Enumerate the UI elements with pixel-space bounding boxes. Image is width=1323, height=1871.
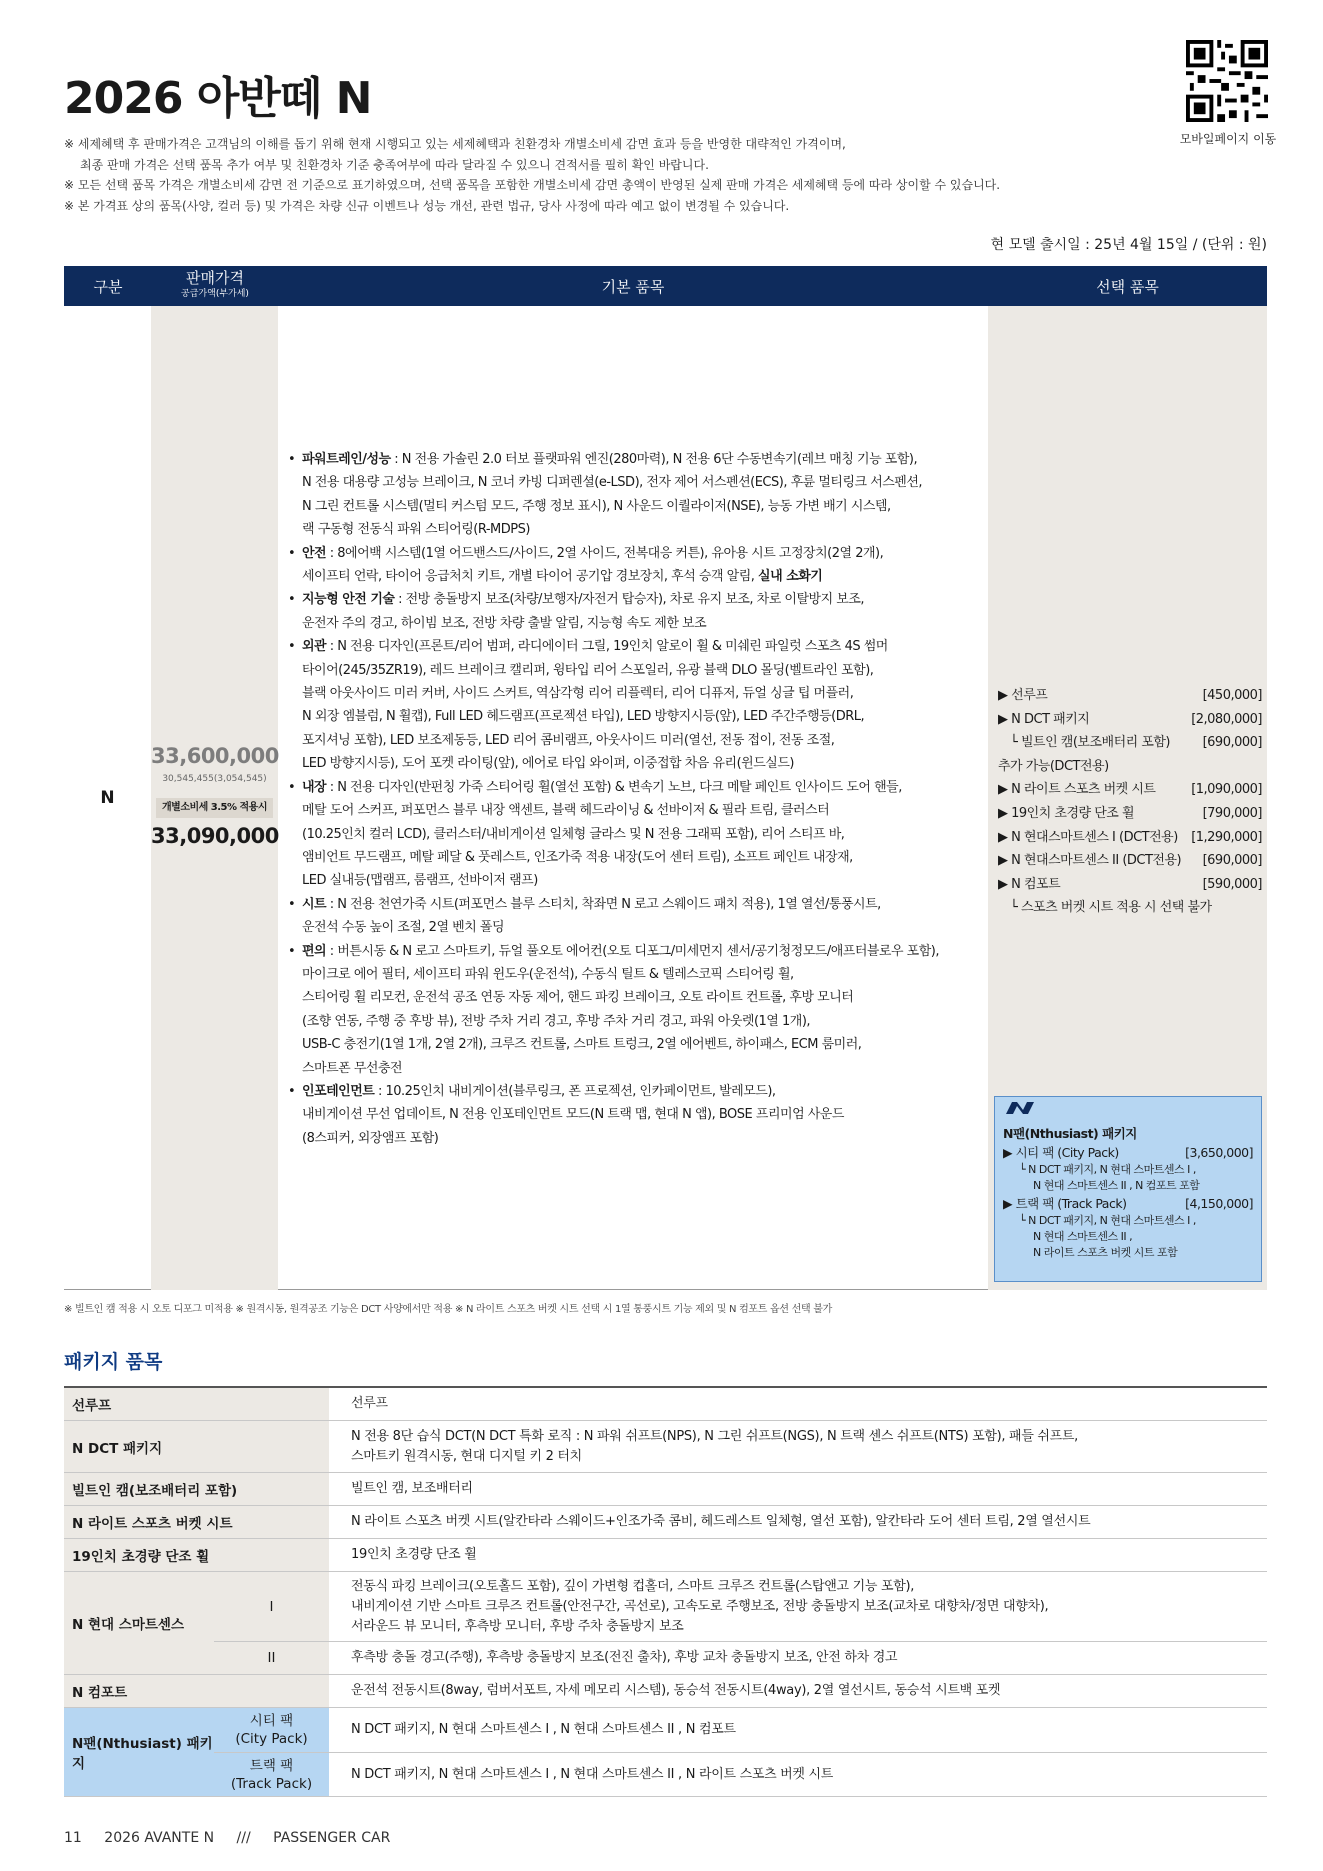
item-line: 스마트폰 무선충전 (302, 1060, 403, 1076)
price-table-body (64, 306, 1267, 1290)
option-smartsense-2: ▶ N 현대스마트센스 II (DCT전용) [690,000] (998, 853, 1262, 869)
footnote: ※ 빌트인 캠 적용 시 오토 디포그 미적용 ※ 원격시동, 원격공조 기능은 DCT 사양에서만 적용 ※ N 라이트 스포츠 버켓 시트 선택 시 1열 통풍시트 기능 제외 및 N 컴포트 옵션 선택 불가 (64, 1304, 832, 1315)
item-line: 블랙 아웃사이드 미러 커버, 사이드 스커트, 역삼각형 리어 리플렉터, 리어 디퓨저, 듀얼 싱글 팁 머플러, (302, 686, 854, 702)
item-line: 메탈 도어 스커프, 퍼포먼스 블루 내장 액센트, 블랙 헤드라이닝 & 선바이저 & 필라 트림, 클러스터 (302, 803, 830, 819)
price-column (151, 306, 278, 1290)
option-smartsense-1: ▶ N 현대스마트센스 I (DCT전용) [1,290,000] (998, 829, 1262, 845)
item-line: • 지능형 안전 기술 : 전방 충돌방지 보조(차량/보행자/자전거 탑승자), 차로 유지 보조, 차로 이탈방지 보조, (302, 592, 865, 608)
option-bucket-seat: ▶ N 라이트 스포츠 버켓 시트 [1,090,000] (998, 782, 1262, 798)
item-line: (8스피커, 외장앰프 포함) (302, 1130, 439, 1146)
package-row-dct (64, 1421, 1267, 1473)
page-footer (64, 1830, 408, 1846)
package-label: 선루프 (64, 1388, 329, 1420)
notice-line: ※ 세제혜택 후 판매가격은 고객님의 이해를 돕기 위해 현재 시행되고 있는 세제혜택과 친환경차 개별소비세 감면 효과 등을 반영한 대략적인 가격이며, (64, 137, 846, 151)
item-line: • 안전 : 8에어백 시스템(1열 어드밴스드/사이드, 2열 사이드, 전복대응 커튼), 유아용 시트 고정장치(2열 2개), (302, 545, 884, 561)
notice-line: ※ 본 가격표 상의 품목(사양, 컬러 등) 및 가격은 차량 신규 이벤트나 성능 개선, 관련 법규, 당사 사정에 따라 예고 없이 변경될 수 있습니다. (64, 198, 790, 213)
package-subrow (214, 1641, 1267, 1674)
item-line: LED 실내등(맵램프, 룸램프, 선바이저 램프) (302, 873, 538, 889)
package-table (64, 1386, 1267, 1797)
package-value: N DCT 패키지, N 현대 스마트센스 I , N 현대 스마트센스 II , N 라이트 스포츠 버켓 시트 (351, 1766, 834, 1782)
item-line: 랙 구동형 전동식 파워 스티어링(R-MDPS) (302, 522, 530, 538)
package-value: N 전용 8단 습식 DCT(N DCT 특화 로직 : N 파워 쉬프트(NPS), N 그린 쉬프트(NGS), N 트랙 센스 쉬프트(NTS) 포함), 패들 쉬프트, 스마트키 원격시동, 현대 디지털 키 2 터치 (351, 1428, 1079, 1464)
trim-name: N (100, 788, 115, 808)
footer-separator: /// (236, 1830, 251, 1846)
item-line: 포지셔닝 포함), LED 보조제동등, LED 리어 콤비램프, 아웃사이드 미러(열선, 전동 접이, 전동 조절, (302, 732, 835, 748)
package-value: 19인치 초경량 단조 휠 (351, 1547, 477, 1562)
option-note: └ 스포츠 버켓 시트 적용 시 선택 불가 (1010, 900, 1212, 916)
item-line: 타이어(245/35ZR19), 레드 브레이크 캘리퍼, 윙타입 리어 스포일러, 유광 블랙 DLO 몰딩(벨트라인 포함), (302, 662, 874, 678)
package-label: N 라이트 스포츠 버켓 시트 (64, 1506, 329, 1538)
qr-code-icon[interactable] (1186, 40, 1268, 122)
qr-label: 모바일페이지 이동 (1179, 132, 1277, 146)
package-label: N 현대 스마트센스 (64, 1572, 214, 1674)
package-label: 빌트인 캠(보조배터리 포함) (64, 1473, 329, 1505)
item-line: (조향 연동, 주행 중 후방 뷰), 전방 주차 거리 경고, 후방 주차 거리 경고, 파워 아웃렛(1열 1개), (302, 1013, 811, 1029)
item-line: • 내장 : N 전용 디자인(반펀칭 가죽 스티어링 휠(열선 포함) & 변속기 노브, 다크 메탈 페인트 인사이드 도어 핸들, (302, 779, 902, 795)
package-value: N 라이트 스포츠 버켓 시트(알칸타라 스웨이드+인조가죽 콤비, 헤드레스트 일체형, 열선 포함), 알칸타라 도어 센터 트림, 2열 열선시트 (351, 1514, 1091, 1529)
package-row-wheel (64, 1539, 1267, 1572)
item-line: • 파워트레인/성능 : N 전용 가솔린 2.0 터보 플랫파워 엔진(280마력), N 전용 6단 수동변속기(레브 매칭 기능 포함), (302, 452, 918, 467)
header-price-sub: 공급가액(부가세) (181, 289, 249, 299)
tax-badge: 개별소비세 3.5% 적용시 (156, 798, 273, 818)
npack-city: ▶ 시티 팩 (City Pack) [3,650,000] (1003, 1145, 1253, 1160)
package-section-title: 패키지 품목 (64, 1351, 163, 1373)
header-option: 선택 품목 (1096, 277, 1159, 296)
package-subrow (214, 1572, 1267, 1641)
item-line: 운전자 주의 경고, 하이빔 보조, 전방 차량 출발 알림, 지능형 속도 제한 보조 (302, 615, 707, 631)
package-sublabel: 트랙 팩 (Track Pack) (214, 1753, 329, 1796)
item-line: • 인포테인먼트 : 10.25인치 내비게이션(블루링크, 폰 프로젝션, 인카페이먼트, 발레모드), (302, 1083, 776, 1099)
list-item (286, 1080, 986, 1150)
package-value: 전동식 파킹 브레이크(오토홀드 포함), 깊이 가변형 컵홀더, 스마트 크루즈 컨트롤(스탑앤고 기능 포함), 내비게이션 기반 스마트 크루즈 컨트롤(안전구간, 곡선로), 고속도로 주행보조, 전방 충돌방지 보조(교차로 대향차/정면 대향차), 서라운드 뷰 모니터, 후측방 모니터, 후방 주차 충돌방지 보조 (351, 1578, 1049, 1634)
header-price (152, 266, 278, 306)
item-line: (10.25인치 컬러 LCD), 클러스터/내비게이션 일체형 글라스 및 N 전용 그래픽 포함), 리어 스티프 바, (302, 826, 845, 842)
item-line: 앰비언트 무드램프, 메탈 페달 & 풋레스트, 인조가죽 적용 내장(도어 센터 트림), 소프트 페인트 내장재, (302, 849, 853, 865)
notice-block (64, 134, 1144, 216)
item-line: 세이프티 언락, 타이어 응급처치 키트, 개별 타이어 공기압 경보장치, 후석 승객 알림, 실내 소화기 (302, 569, 823, 585)
package-row-sunroof (64, 1388, 1267, 1421)
package-label: N 컴포트 (64, 1675, 329, 1707)
list-item (286, 893, 986, 940)
package-subrows (214, 1572, 1267, 1674)
package-subrow (214, 1752, 1267, 1796)
npack-city-desc: └ N DCT 패키지, N 현대 스마트센스 I , (1019, 1163, 1196, 1176)
list-item (286, 776, 986, 893)
package-value: 운전석 전동시트(8way, 럼버서포트, 자세 메모리 시스템), 동승석 전동시트(4way), 2열 열선시트, 동승석 시트백 포켓 (351, 1683, 1001, 1698)
item-line: N 그린 컨트롤 시스템(멀티 커스텀 모드, 주행 정보 표시), N 사운드 이퀄라이저(NSE), 능동 가변 배기 시스템, (302, 498, 891, 514)
list-item (286, 588, 986, 635)
item-line: N 외장 엠블럼, N 휠캡), Full LED 헤드램프(프로젝션 타입), LED 방향지시등(앞), LED 주간주행등(DRL, (302, 709, 865, 725)
option-wheel: ▶ 19인치 초경량 단조 휠 [790,000] (998, 805, 1262, 821)
supply-price: 30,545,455(3,054,545) (162, 774, 267, 784)
option-note: 추가 가능(DCT전용) (998, 758, 1109, 774)
package-value: 선루프 (351, 1396, 388, 1411)
package-value: 후측방 충돌 경고(주행), 후측방 충돌방지 보조(전진 출차), 후방 교차 충돌방지 보조, 안전 하차 경고 (351, 1650, 898, 1665)
package-row-nthusiast (64, 1708, 1267, 1797)
header-basic: 기본 품목 (601, 277, 665, 296)
npack-track-desc: └ N DCT 패키지, N 현대 스마트센스 I , (1019, 1214, 1196, 1227)
option-list (998, 684, 1262, 920)
tax-applied-price: 33,090,000 (151, 824, 279, 848)
option-comfort: ▶ N 컴포트 [590,000] (998, 876, 1262, 892)
package-row-comfort (64, 1675, 1267, 1708)
basic-items-list (286, 448, 986, 1150)
npack-track-desc: N 라이트 스포츠 버켓 시트 포함 (1033, 1246, 1178, 1259)
package-value: 빌트인 캠, 보조배터리 (351, 1481, 473, 1496)
item-line: N 전용 대용량 고성능 브레이크, N 코너 카빙 디퍼렌셜(e-LSD), 전자 제어 서스펜션(ECS), 후륜 멀티링크 서스펜션, (302, 475, 923, 491)
package-row-cam (64, 1473, 1267, 1506)
page-number: 11 (64, 1830, 82, 1846)
header-gubun: 구분 (93, 277, 123, 296)
list-item (286, 448, 986, 542)
release-date-unit: 현 모델 출시일 : 25년 4월 15일 / (단위 : 원) (990, 237, 1267, 253)
item-line: 내비게이션 무선 업데이트, N 전용 인포테인먼트 모드(N 트랙 맵, 현대 N 앱), BOSE 프리미엄 사운드 (302, 1107, 844, 1123)
header-price-label: 판매가격 (186, 269, 244, 287)
item-line: 운전석 수동 높이 조절, 2열 벤치 폴딩 (302, 920, 505, 936)
option-dct: ▶ N DCT 패키지 [2,080,000] (998, 711, 1262, 727)
item-line: • 외관 : N 전용 디자인(프론트/리어 범퍼, 라디에이터 그릴, 19인치 알로이 휠 & 미쉐린 파일럿 스포츠 4S 썸머 (302, 639, 888, 655)
footer-category: PASSENGER CAR (273, 1830, 391, 1846)
list-item (286, 940, 986, 1080)
npack-track-desc: N 현대 스마트센스 II , (1033, 1230, 1133, 1243)
package-label: N팬(Nthusiast) 패키지 (64, 1708, 214, 1796)
item-line: 스티어링 휠 리모컨, 운전석 공조 연동 자동 제어, 핸드 파킹 브레이크, 오토 라이트 컨트롤, 후방 모니터 (302, 990, 854, 1006)
option-sunroof: ▶ 선루프 [450,000] (998, 688, 1262, 703)
package-row-bucket (64, 1506, 1267, 1539)
package-value: N DCT 패키지, N 현대 스마트센스 I , N 현대 스마트센스 II , N 컴포트 (351, 1722, 736, 1737)
price-table-header (64, 266, 1267, 306)
package-row-smartsense (64, 1572, 1267, 1675)
package-subrows (214, 1708, 1267, 1796)
package-label: 19인치 초경량 단조 휠 (64, 1539, 329, 1571)
option-column (988, 306, 1267, 1290)
package-subrow (214, 1708, 1267, 1752)
package-label: N DCT 패키지 (64, 1421, 329, 1472)
basic-items-column (278, 306, 988, 1290)
package-sublabel: II (214, 1642, 329, 1674)
option-builtin-cam: └ 빌트인 캠(보조배터리 포함) [690,000] (1010, 735, 1262, 751)
page-title: 2026 아반떼 N (64, 73, 372, 124)
footer-model: 2026 AVANTE N (104, 1830, 215, 1846)
list-item (286, 635, 986, 775)
package-sublabel: I (214, 1572, 329, 1641)
item-line: LED 방향지시등), 도어 포켓 라이팅(앞), 에어로 타입 와이퍼, 이중접합 차음 유리(윈드실드) (302, 756, 794, 772)
npack-city-desc: N 현대 스마트센스 II , N 컴포트 포함 (1033, 1179, 1200, 1192)
item-line: • 시트 : N 전용 천연가죽 시트(퍼포먼스 블루 스티치, 착좌면 N 로고 스웨이드 패치 적용), 1열 열선/통풍시트, (302, 896, 881, 912)
item-line: 마이크로 에어 필터, 세이프티 파워 윈도우(운전석), 수동식 틸트 & 텔레스코픽 스티어링 휠, (302, 966, 794, 982)
sale-price: 33,600,000 (151, 744, 279, 768)
npack-title: N팬(Nthusiast) 패키지 (1003, 1126, 1137, 1141)
notice-line: 최종 판매 가격은 선택 품목 추가 여부 및 친환경차 기준 충족여부에 따라 달라질 수 있으니 견적서를 필히 확인 바랍니다. (80, 157, 709, 172)
nthusiast-package-box (994, 1096, 1262, 1282)
npack-track: ▶ 트랙 팩 (Track Pack) [4,150,000] (1003, 1196, 1253, 1211)
notice-line: ※ 모든 선택 품목 가격은 개별소비세 감면 전 기준으로 표기하였으며, 선택 품목을 포함한 개별소비세 감면 총액이 반영된 실제 판매 가격은 세제혜택 등에 따라 상이할 수 있습니다. (64, 178, 1001, 192)
list-item (286, 542, 986, 589)
item-line: USB-C 충전기(1열 1개, 2열 2개), 크루즈 컨트롤, 스마트 트렁크, 2열 에어벤트, 하이패스, ECM 룸미러, (302, 1037, 862, 1053)
n-logo-icon (1003, 1101, 1037, 1115)
package-sublabel: 시티 팩 (City Pack) (214, 1708, 329, 1752)
item-line: • 편의 : 버튼시동 & N 로고 스마트키, 듀얼 풀오토 에어컨(오토 디포그/미세먼지 센서/공기청정모드/애프터블로우 포함), (302, 943, 939, 959)
